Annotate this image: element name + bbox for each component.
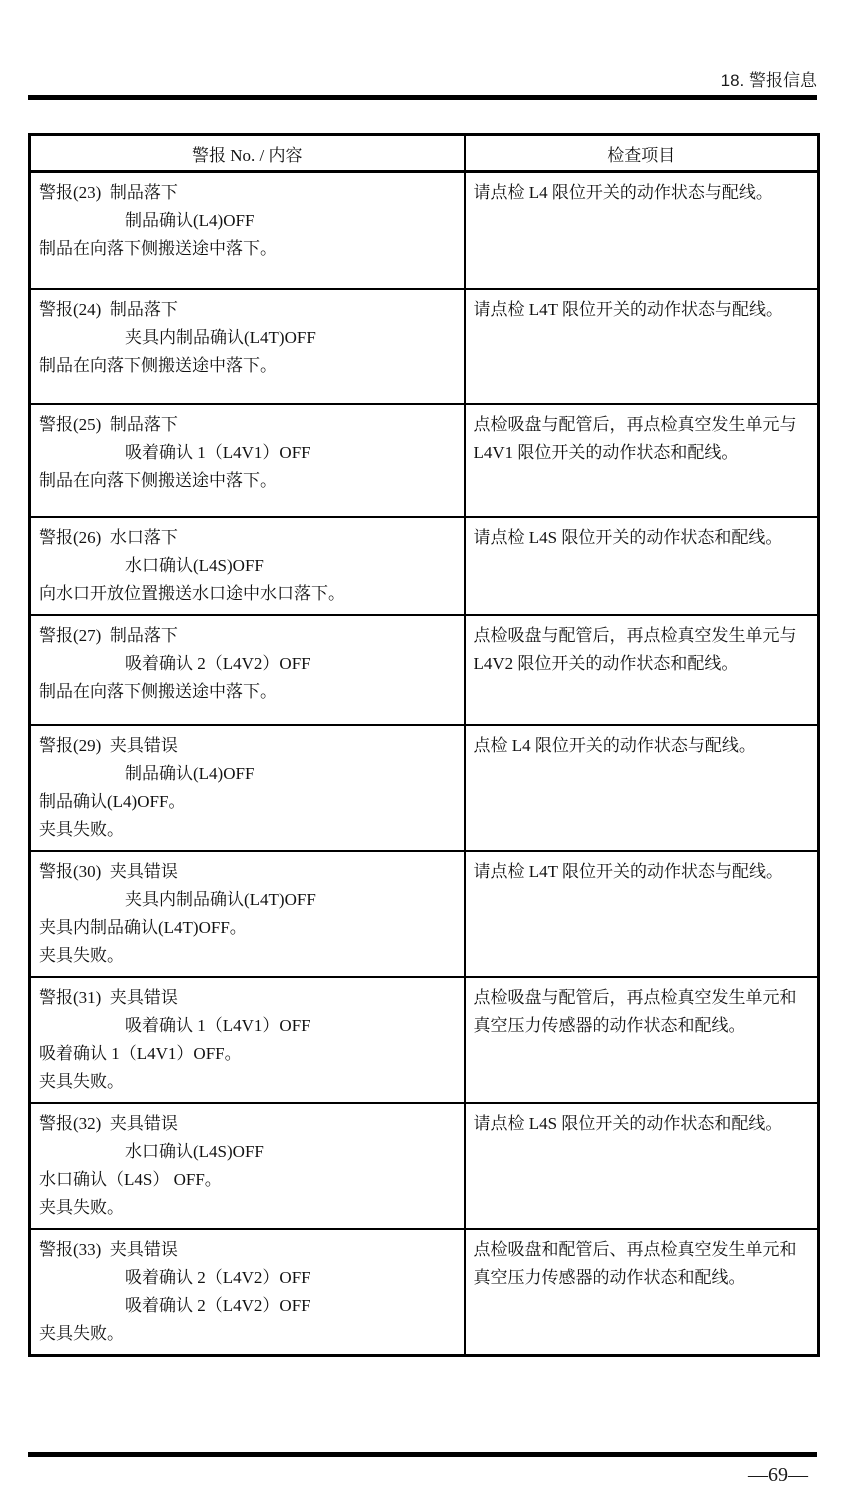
check-cell	[465, 289, 819, 404]
alarm-line: 夹具内制品确认(L4T)OFF。	[39, 917, 247, 937]
table-row	[30, 1229, 819, 1356]
table-row	[30, 1103, 819, 1229]
alarm-cell	[30, 289, 465, 404]
alarm-cell	[30, 851, 465, 977]
alarm-line: 警报(30) 夹具错误	[39, 861, 178, 881]
alarm-cell	[30, 615, 465, 725]
column-header-check-items: 检查项目	[465, 135, 819, 172]
alarm-line: 吸着确认 1（L4V1）OFF	[125, 1015, 311, 1035]
alarm-cell	[30, 1103, 465, 1229]
check-cell	[465, 517, 819, 615]
alarm-line: 警报(24) 制品落下	[39, 299, 178, 319]
table-row	[30, 977, 819, 1103]
check-text: 点检吸盘和配管后、再点检真空发生单元和真空压力传感器的动作状态和配线。	[473, 1239, 797, 1287]
alarm-line: 夹具失败。	[39, 819, 124, 839]
alarm-line: 警报(23) 制品落下	[39, 183, 178, 202]
check-cell	[465, 615, 819, 725]
alarm-line: 吸着确认 2（L4V2）OFF	[125, 1267, 311, 1287]
alarm-line: 水口确认(L4S)OFF	[125, 555, 264, 575]
alarm-cell	[30, 725, 465, 851]
table-row	[30, 615, 819, 725]
alarm-line: 吸着确认 2（L4V2）OFF	[125, 1295, 311, 1315]
table-row	[30, 725, 819, 851]
alarm-line: 警报(31) 夹具错误	[39, 987, 178, 1007]
alarm-line: 夹具失败。	[39, 1197, 124, 1217]
section-title: 18. 警报信息	[720, 71, 817, 90]
alarm-cell	[30, 172, 465, 289]
check-cell	[465, 977, 819, 1103]
alarm-line: 警报(27) 制品落下	[39, 625, 178, 645]
check-cell	[465, 851, 819, 977]
alarm-line: 制品确认(L4)OFF	[125, 211, 255, 230]
check-cell	[465, 725, 819, 851]
check-text: 请点检 L4T 限位开关的动作状态与配线。	[473, 299, 783, 319]
alarm-line: 水口确认(L4S)OFF	[125, 1141, 264, 1161]
check-text: 点检吸盘与配管后，再点检真空发生单元与 L4V2 限位开关的动作状态和配线。	[473, 625, 801, 673]
alarm-line: 警报(32) 夹具错误	[39, 1113, 178, 1133]
header-rule	[28, 95, 817, 100]
alarm-line: 吸着确认 1（L4V1）OFF。	[39, 1043, 242, 1063]
alarm-table	[28, 133, 820, 1357]
alarm-line: 夹具失败。	[39, 1323, 124, 1343]
alarm-line: 制品确认(L4)OFF。	[39, 791, 186, 811]
alarm-line: 水口确认（L4S） OFF。	[39, 1169, 222, 1189]
alarm-line: 夹具失败。	[39, 1071, 124, 1091]
alarm-line: 制品在向落下侧搬送途中落下。	[39, 681, 277, 701]
table-row	[30, 851, 819, 977]
check-text: 点检吸盘与配管后，再点检真空发生单元和真空压力传感器的动作状态和配线。	[473, 987, 797, 1035]
table-row	[30, 517, 819, 615]
check-text: 点检吸盘与配管后，再点检真空发生单元与 L4V1 限位开关的动作状态和配线。	[473, 414, 801, 462]
alarm-line: 吸着确认 2（L4V2）OFF	[125, 653, 311, 673]
alarm-cell	[30, 404, 465, 517]
table-row	[30, 289, 819, 404]
column-header-alarm-no-content: 警报 No. / 内容	[30, 135, 465, 172]
alarm-line: 制品在向落下侧搬送途中落下。	[39, 470, 277, 490]
alarm-cell	[30, 1229, 465, 1356]
check-text: 点检 L4 限位开关的动作状态与配线。	[473, 735, 756, 755]
alarm-line: 警报(26) 水口落下	[39, 527, 178, 547]
table-row	[30, 404, 819, 517]
alarm-line: 制品确认(L4)OFF	[125, 763, 255, 783]
alarm-line: 警报(25) 制品落下	[39, 414, 178, 434]
table-header-row	[30, 135, 819, 172]
check-cell	[465, 1229, 819, 1356]
check-text: 请点检 L4S 限位开关的动作状态和配线。	[473, 1113, 783, 1133]
page-number: —69—	[748, 1464, 808, 1486]
alarm-line: 吸着确认 1（L4V1）OFF	[125, 442, 311, 462]
check-cell	[465, 404, 819, 517]
table-row	[30, 172, 819, 289]
alarm-line: 夹具失败。	[39, 945, 124, 965]
alarm-line: 警报(29) 夹具错误	[39, 735, 178, 755]
alarm-line: 向水口开放位置搬送水口途中水口落下。	[39, 583, 345, 603]
alarm-line: 警报(33) 夹具错误	[39, 1239, 178, 1259]
check-text: 请点检 L4T 限位开关的动作状态与配线。	[473, 861, 783, 881]
check-text: 请点检 L4S 限位开关的动作状态和配线。	[473, 527, 783, 547]
check-cell	[465, 1103, 819, 1229]
running-header	[28, 66, 817, 91]
alarm-cell	[30, 977, 465, 1103]
alarm-line: 制品在向落下侧搬送途中落下。	[39, 355, 277, 375]
alarm-cell	[30, 517, 465, 615]
check-cell	[465, 172, 819, 289]
check-text: 请点检 L4 限位开关的动作状态与配线。	[473, 183, 773, 202]
alarm-line: 制品在向落下侧搬送途中落下。	[39, 239, 277, 258]
alarm-line: 夹具内制品确认(L4T)OFF	[125, 327, 316, 347]
alarm-line: 夹具内制品确认(L4T)OFF	[125, 889, 316, 909]
footer-rule	[28, 1452, 817, 1457]
